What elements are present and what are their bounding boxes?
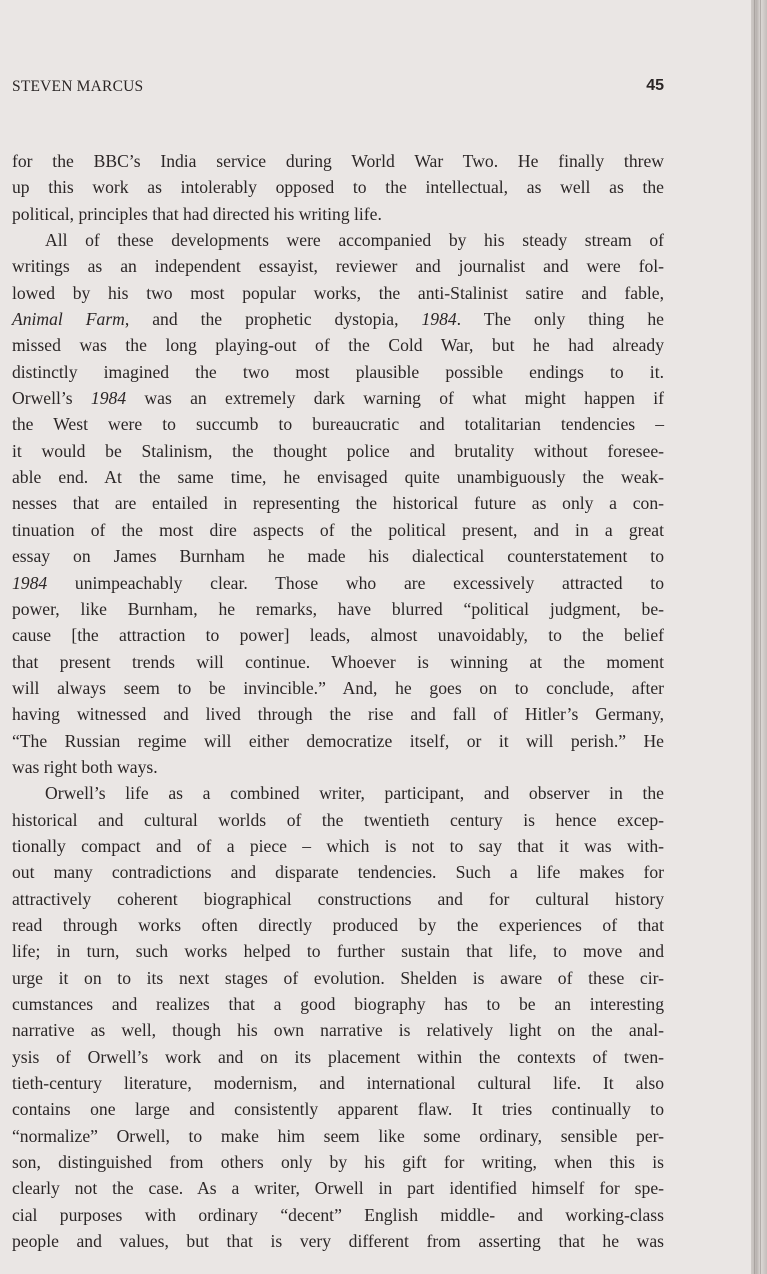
text-line: was right both ways. bbox=[12, 756, 158, 777]
text-run: unimpeachably clear. Those who are excessively attracted to bbox=[47, 572, 664, 593]
text-line: life; in turn, such works helped to further sustain that life, to move and bbox=[12, 941, 664, 962]
text-line: missed was the long playing-out of the Cold War, but he had already bbox=[12, 335, 664, 356]
text-line: able end. At the same time, he envisaged quite unambiguously the weak- bbox=[12, 467, 664, 488]
text-line: out many contradictions and disparate tendencies. Such a life makes for bbox=[12, 862, 664, 883]
text-line: clearly not the case. As a writer, Orwell in part identified himself for spe- bbox=[12, 1178, 664, 1199]
text-line: up this work as intolerably opposed to the intellectual, as well as the bbox=[12, 177, 664, 198]
text-line: cause [the attraction to power] leads, almost unavoidably, to the belief bbox=[12, 625, 664, 646]
text-line: cial purposes with ordinary “decent” English middle- and working-class bbox=[12, 1204, 664, 1225]
text-line: historical and cultural worlds of the twentieth century is hence excep- bbox=[12, 809, 664, 830]
text-line: narrative as well, though his own narrative is relatively light on the anal- bbox=[12, 1020, 664, 1041]
text-line: power, like Burnham, he remarks, have blurred “political judgment, be- bbox=[12, 598, 664, 619]
text-line: it would be Stalinism, the thought police and brutality without foresee- bbox=[12, 440, 664, 461]
italic-title: 1984 bbox=[421, 309, 457, 330]
italic-title: 1984 bbox=[90, 388, 127, 409]
text-line: lowed by his two most popular works, the anti-Stalinist satire and fable, bbox=[12, 282, 664, 303]
text-line: distinctly imagined the two most plausible possible endings to it. bbox=[12, 361, 664, 382]
text-run: was an extremely dark warning of what might happen if bbox=[126, 388, 664, 409]
text-line: contains one large and consistently apparent flaw. It tries continually to bbox=[12, 1099, 664, 1120]
text-line: urge it on to its next stages of evolution. Shelden is aware of these cir- bbox=[12, 967, 664, 988]
text-line: tionally compact and of a piece – which is not to say that it was with- bbox=[12, 835, 664, 856]
text-line bbox=[12, 385, 664, 411]
text-line: read through works often directly produced by the experiences of that bbox=[12, 914, 664, 935]
text-line: essay on James Burnham he made his dialectical counterstatement to bbox=[12, 546, 664, 567]
body-text bbox=[12, 148, 664, 1254]
text-line: tinuation of the most dire aspects of the political present, and in a great bbox=[12, 519, 664, 540]
page-number: 45 bbox=[646, 77, 664, 94]
text-line: for the BBC’s India service during World War Two. He finally threw bbox=[12, 151, 664, 171]
text-run: Orwell’s bbox=[12, 388, 91, 409]
text-line: having witnessed and lived through the rise and fall of Hitler’s Germany, bbox=[12, 704, 664, 725]
text-line bbox=[12, 306, 664, 332]
text-line: “The Russian regime will either democratize itself, or it will perish.” He bbox=[12, 730, 664, 751]
running-head-author: STEVEN MARCUS bbox=[12, 78, 144, 95]
text-run: . The only thing he bbox=[456, 309, 664, 330]
text-line: political, principles that had directed his writing life. bbox=[12, 203, 382, 224]
text-line: “normalize” Orwell, to make him seem like some ordinary, sensible per- bbox=[12, 1125, 664, 1146]
text-line: people and values, but that is very different from asserting that he was bbox=[12, 1231, 664, 1252]
text-run: , and the prophetic dystopia, bbox=[124, 309, 422, 330]
text-line: the West were to succumb to bureaucratic and totalitarian tendencies – bbox=[12, 414, 664, 435]
running-head bbox=[12, 78, 664, 98]
text-line: will always seem to be invincible.” And, he goes on to conclude, after bbox=[12, 677, 664, 698]
text-line: All of these developments were accompanied by his steady stream of bbox=[45, 230, 664, 251]
italic-title: 1984 bbox=[12, 572, 48, 593]
page-edge bbox=[751, 0, 767, 1274]
text-line: ysis of Orwell’s work and on its placement within the contexts of twen- bbox=[12, 1046, 664, 1067]
text-line: writings as an independent essayist, reviewer and journalist and were fol- bbox=[12, 256, 664, 277]
italic-title: Animal Farm bbox=[12, 309, 125, 330]
text-line: son, distinguished from others only by his gift for writing, when this is bbox=[12, 1152, 664, 1173]
text-line: attractively coherent biographical constructions and for cultural history bbox=[12, 888, 664, 909]
text-line bbox=[12, 570, 664, 596]
text-line: that present trends will continue. Whoever is winning at the moment bbox=[12, 651, 664, 672]
text-line: nesses that are entailed in representing the historical future as only a con- bbox=[12, 493, 664, 514]
text-line: Orwell’s life as a combined writer, participant, and observer in the bbox=[45, 783, 664, 804]
text-line: tieth-century literature, modernism, and international cultural life. It also bbox=[12, 1073, 664, 1094]
text-line: cumstances and realizes that a good biography has to be an interesting bbox=[12, 994, 664, 1014]
